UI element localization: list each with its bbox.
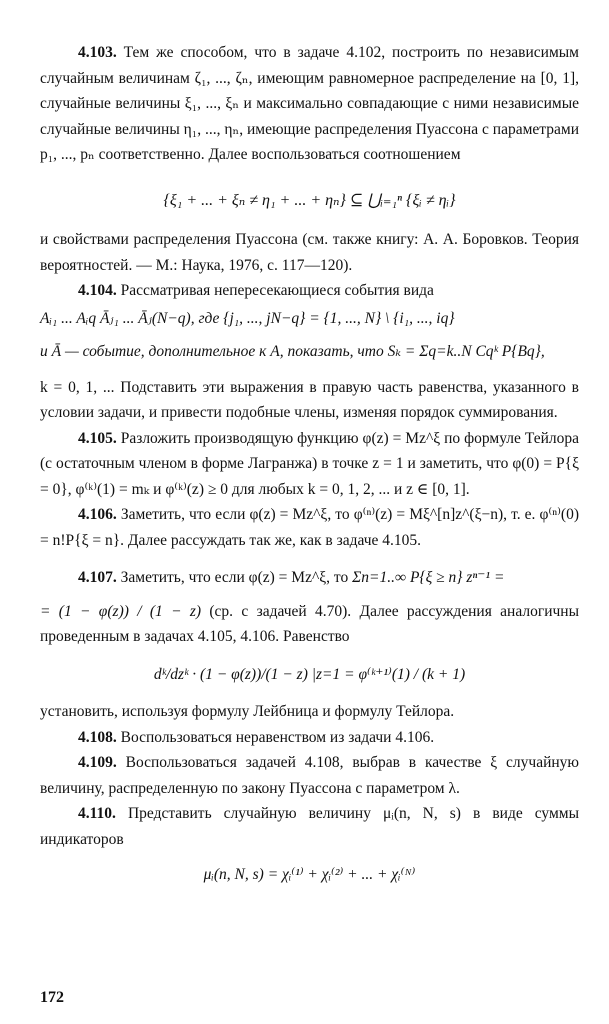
problem-number: 4.103. xyxy=(78,44,117,61)
problem-text: Воспользоваться задачей 4.108, выбрав в качестве ξ случайную величину, распределенную по закону Пуассона с параметром λ. xyxy=(40,754,580,797)
problem-4-104-continued: k = 0, 1, ... Подставить эти выражения в правую часть равенства, указанного в условии задачи, и привести подобные члены, изменяя порядок суммирования. xyxy=(40,378,579,421)
problem-4-105 xyxy=(40,426,579,503)
page-number: 172 xyxy=(40,989,64,1006)
formula-4-104-events: Aᵢ₁ ... Aᵢq Āⱼ₁ ... Āⱼ(N−q), где {j₁, ..., jN−q} = {1, ..., N} \ {i₁, ..., iq} xyxy=(40,309,455,327)
problem-4-109 xyxy=(40,750,579,801)
formula-4-110: μᵢ(n, N, s) = χᵢ⁽¹⁾ + χᵢ⁽²⁾ + ... + χᵢ⁽ᴺ⁾ xyxy=(203,866,416,883)
problem-4-108 xyxy=(40,725,579,751)
problem-text: Воспользоваться неравенством из задачи 4.106. xyxy=(120,728,435,746)
problem-4-103-continued: и свойствами распределения Пуассона (см. также книгу: А. А. Боровков. Теория вероятностей. — М.: Наука, 1976, с. 117—120). xyxy=(40,231,579,274)
formula-4-107-equality: dᵏ/dzᵏ · (1 − φ(z))/(1 − z) |z=1 = φ⁽ᵏ⁺¹⁾(1) / (k + 1) xyxy=(153,665,466,683)
formula-4-107-fraction: = (1 − φ(z)) / (1 − z) xyxy=(40,602,202,620)
problem-number: 4.104. xyxy=(78,282,117,299)
formula-4-104-definition: и Ā — событие, дополнительное к A, показать, что Sₖ = Σq=k..N Cqᵏ P{Bq}, xyxy=(40,343,545,360)
problem-4-104 xyxy=(40,278,579,304)
problem-text: Представить случайную величину μᵢ(n, N, s) в виде суммы индикаторов xyxy=(40,805,580,848)
problem-number: 4.105. xyxy=(78,429,117,447)
formula-4-107-sum: Σn=1..∞ P{ξ ≥ n} zⁿ⁻¹ = xyxy=(352,569,505,586)
problem-4-106 xyxy=(40,502,579,553)
problem-text: Заметить, что если φ(z) = Mz^ξ, то φ⁽ⁿ⁾(z) = Mξ^[n]z^(ξ−n), т. е. φ⁽ⁿ⁾(0) = n!P{ξ = n}. Далее рассуждать так же, как в задаче 4.105. xyxy=(40,506,579,549)
problem-number: 4.109. xyxy=(78,754,117,771)
problem-text: Разложить производящую функцию φ(z) = Mz^ξ по формуле Тейлора (с остаточным членом в форме Лагранжа) в точке z = 1 и заметить, что φ(0) = P{ξ = 0}, φ⁽ᵏ⁾(1) = mₖ и φ⁽ᵏ⁾(z) ≥ 0 для любых k = 0, 1, 2, ... и z ∈ [0, 1]. xyxy=(40,429,579,498)
problem-number: 4.110. xyxy=(78,805,116,822)
problem-text: Тем же способом, что в задаче 4.102, построить по независимым случайным величинам ζ₁, ..., ζₙ, имеющим равномерное распределение на [0, 1], случайные величины ξ₁, ..., ξₙ и максимально совпадающие с ними независимые случайные величины η₁, ..., ηₙ, имеющие распределения Пуассона с параметрами p₁, ..., pₙ соответственно. Далее воспользоваться соотношением xyxy=(40,44,579,163)
problem-4-110 xyxy=(40,801,579,852)
problem-number: 4.107. xyxy=(78,569,117,586)
problem-number: 4.108. xyxy=(78,728,117,746)
problem-text: Заметить, что если φ(z) = Mz^ξ, то xyxy=(120,569,349,586)
problem-4-107 xyxy=(40,565,579,591)
problem-text: Рассматривая непересекающиеся события вида xyxy=(120,282,434,299)
problem-4-107-continued xyxy=(40,599,579,650)
problem-text: (ср. с задачей 4.70). Далее рассуждения аналогичны проведенным в задачах 4.105, 4.106. Равенство xyxy=(40,602,579,645)
problem-4-107-end: установить, используя формулу Лейбница и формулу Тейлора. xyxy=(40,703,455,720)
problem-4-103 xyxy=(40,40,579,168)
formula-4-103: {ξ₁ + ... + ξₙ ≠ η₁ + ... + ηₙ} ⊆ ⋃ᵢ₌₁ⁿ {ξᵢ ≠ ηᵢ} xyxy=(163,191,456,209)
problem-number: 4.106. xyxy=(78,506,117,523)
